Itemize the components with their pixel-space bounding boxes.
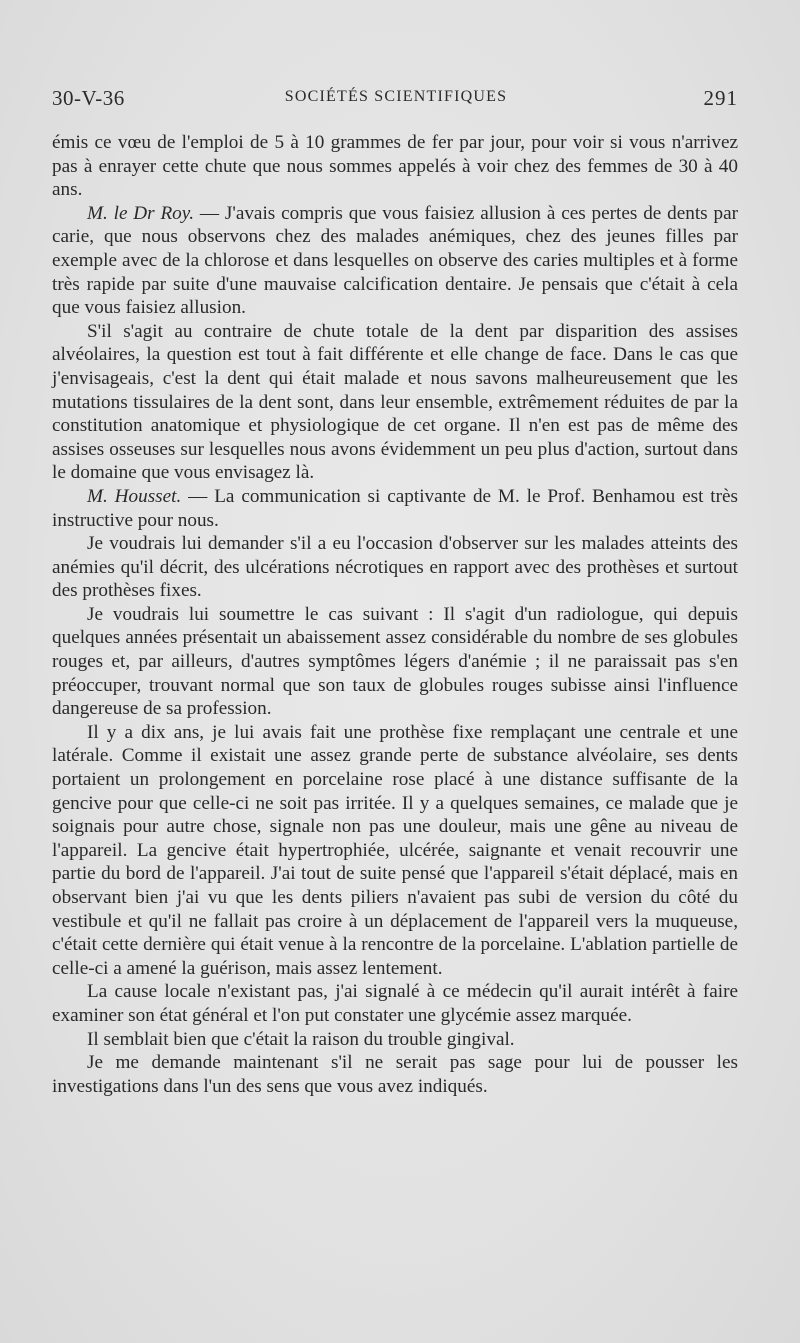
header-title: SOCIÉTÉS SCIENTIFIQUES [284, 88, 508, 105]
speaker-name: M. Housset. [87, 485, 182, 507]
paragraph: S'il s'agit au contraire de chute totale de la dent par disparition des assises alvéolaires, la question est tout à fait différente et elle change de face. Dans le cas que j'envisageais, c'est la dent qui était malade et nous savons malheureusement que les mutations tissulaires de la dent sont, dans leur ensemble, extrêmement réduites de par la constitution anatomique et physiologique de cet organe. Il n'en est pas de même des assises osseuses sur lesquelles nous avons évidemment un peu plus d'action, surtout dans le domaine que vous envisagez là. [52, 320, 738, 484]
running-header [52, 86, 740, 112]
header-date: 30-V-36 [52, 86, 125, 110]
paragraph: Je me demande maintenant s'il ne serait pas sage pour lui de pousser les investigations dans l'un des sens que vous avez indiqués. [52, 1052, 738, 1097]
paragraph: La cause locale n'existant pas, j'ai signalé à ce médecin qu'il aurait intérêt à faire examiner son état général et l'on put constater une glycémie assez marquée. [52, 981, 738, 1026]
paragraph: M. Housset. — La communication si captivante de M. le Prof. Benhamou est très instructive pour nous. [52, 485, 738, 531]
paragraph: M. le Dr Roy. — J'avais compris que vous faisiez allusion à ces pertes de dents par carie, que nous observons chez des malades anémiques, chez des jeunes filles par exemple avec de la chlorose et dans lesquelles on observe des caries multiples et à forme très rapide par suite d'une mauvaise calcification dentaire. Je pensais que c'était à cela que vous faisiez allusion. [52, 202, 738, 319]
paragraph: Je voudrais lui demander s'il a eu l'occasion d'observer sur les malades atteints des anémies qu'il décrit, des ulcérations nécrotiques en rapport avec des prothèses et surtout des prothèses fixes. [52, 533, 738, 602]
speaker-name: M. le Dr Roy. [87, 202, 195, 224]
paragraph: Il semblait bien que c'était la raison du trouble gingival. [87, 1028, 515, 1050]
paragraph: Je voudrais lui soumettre le cas suivant : Il s'agit d'un radiologue, qui depuis quelques années présentait un abaissement assez considérable du nombre de ses globules rouges et, par ailleurs, d'autres symptômes légers d'anémie ; il ne paraissait pas s'en préoccuper, trouvant normal que son taux de globules rouges subisse ainsi l'influence dangereuse de sa profession. [52, 603, 738, 720]
paragraph: émis ce vœu de l'emploi de 5 à 10 grammes de fer par jour, pour voir si vous n'arrivez pas à enrayer cette chute que nous sommes appelés à voir chez des femmes de 30 à 40 ans. [52, 132, 738, 201]
page-number: 291 [703, 86, 738, 110]
body-text [52, 131, 738, 1098]
paragraph: Il y a dix ans, je lui avais fait une prothèse fixe remplaçant une centrale et une latérale. Comme il existait une assez grande perte de substance alvéolaire, ses dents portaient un prolongement en porcelaine rose placé à une distance suffisante de la gencive pour que celle-ci ne soit pas irritée. Il y a quelques semaines, ce malade que je soignais pour autre chose, signale non pas une douleur, mais une gêne au niveau de l'appareil. La gencive était hypertrophiée, ulcérée, saignante et venait recouvrir une partie du bord de l'appareil. J'ai tout de suite pensé que l'appareil s'était déplacé, mais en observant bien j'ai vu que les dents piliers n'avaient pas subi de version du côté du vestibule et qu'il ne fallait pas croire à un déplacement de l'appareil vers la muqueuse, c'était cette dernière qui était venue à la rencontre de la porcelaine. L'ablation partielle de celle-ci a amené la guérison, mais assez lentement. [52, 721, 738, 979]
